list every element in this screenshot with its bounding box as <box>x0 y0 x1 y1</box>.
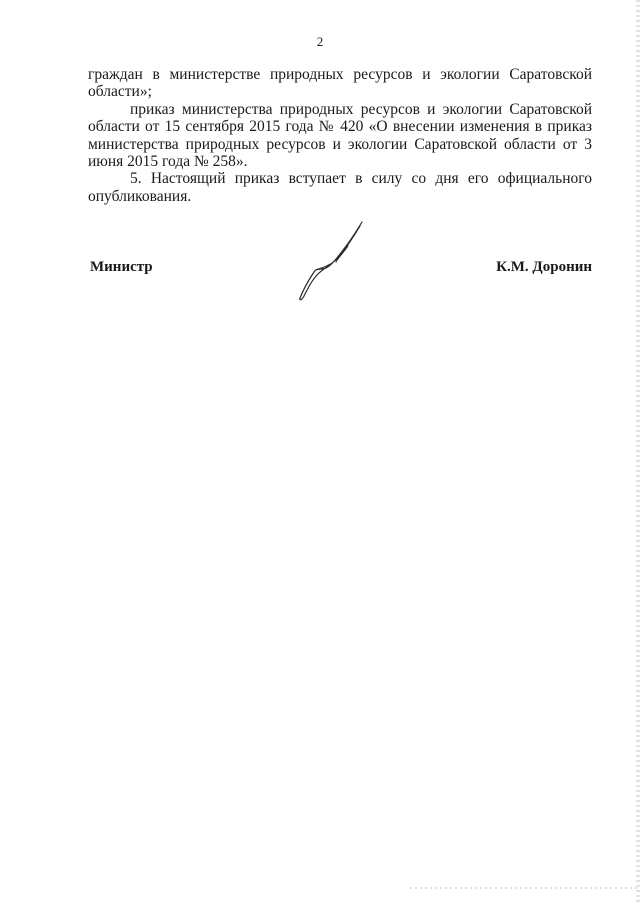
scan-edge-right <box>636 0 640 905</box>
handwritten-signature <box>290 218 370 304</box>
signatory-name: К.М. Доронин <box>496 259 592 275</box>
document-body <box>88 66 592 205</box>
signatory-title: Министр <box>90 259 153 275</box>
paragraph-continuation: граждан в министерстве природных ресурсов и экологии Саратовской области»; <box>88 66 592 101</box>
paragraph-effective-date: 5. Настоящий приказ вступает в силу со дня его официального опубликования. <box>88 170 592 205</box>
paragraph-order-reference: приказ министерства природных ресурсов и экологии Саратовской области от 15 сентября 2015 года № 420 «О внесении изменения в приказ министерства природных ресурсов и экологии Саратовской области от 3 июня 2015 года № 258». <box>88 100 592 171</box>
scan-edge-bottom <box>410 887 640 889</box>
page-number: 2 <box>316 34 324 49</box>
